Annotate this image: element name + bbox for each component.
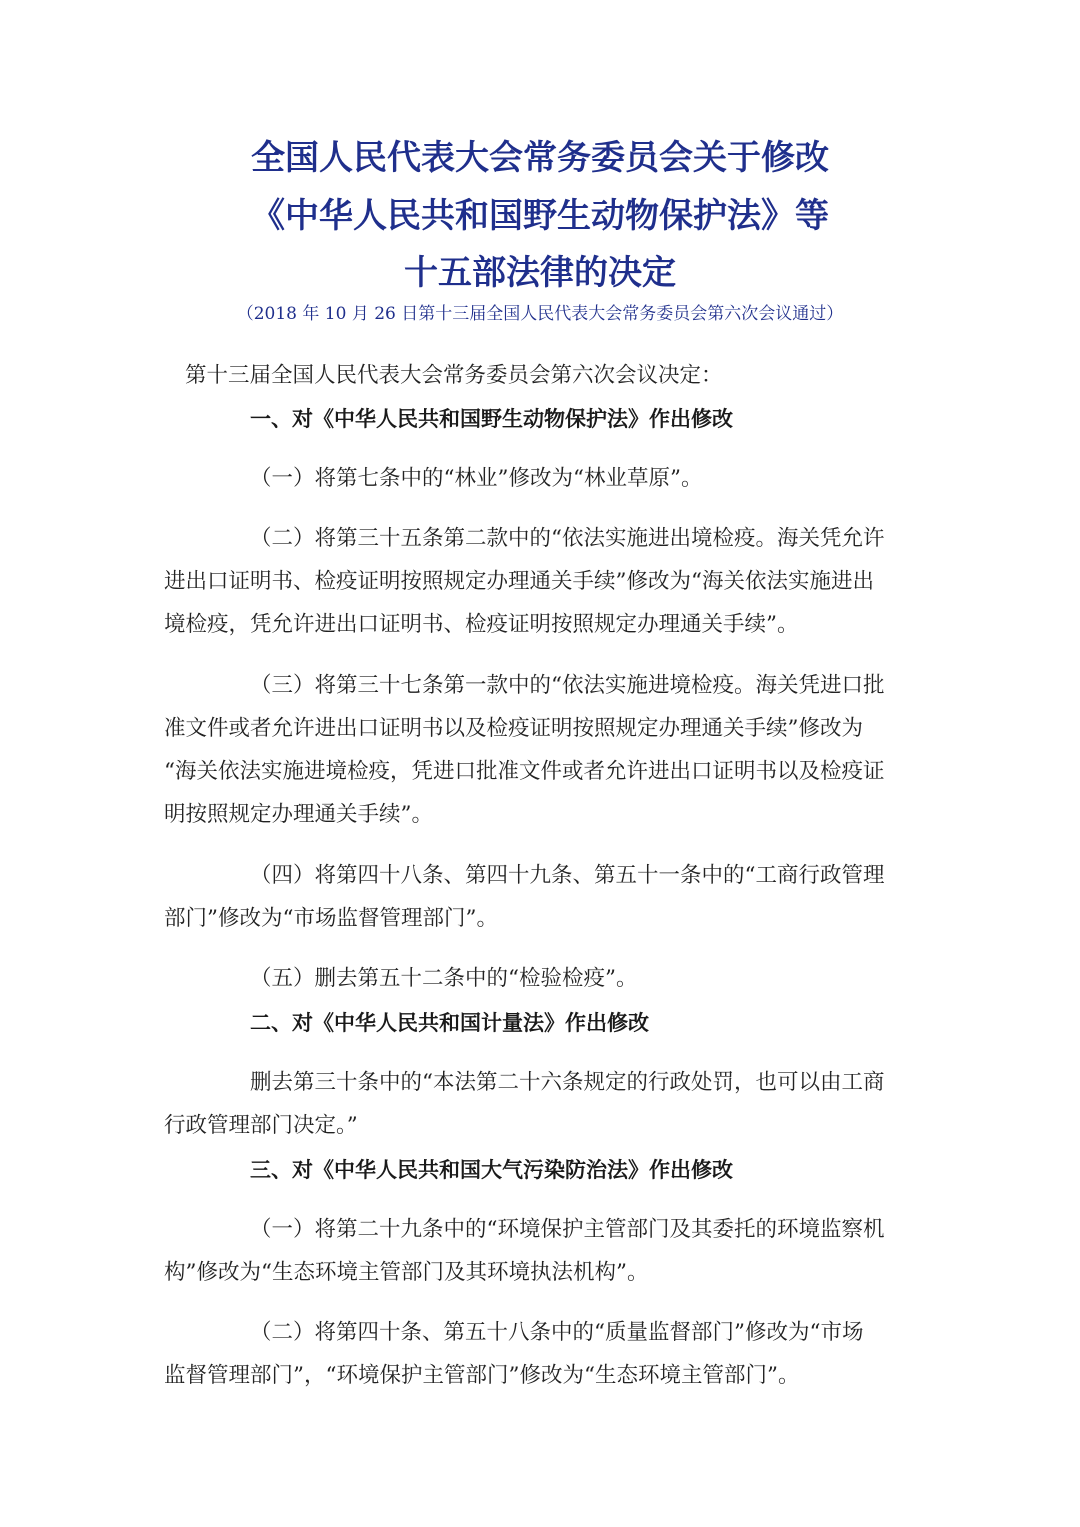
section-1-item-4-line-2: 部门”修改为“市场监督管理部门”。 [164, 906, 498, 931]
section-1-item-1-line-1: （一）将第七条中的“林业”修改为“林业草原”。 [250, 466, 703, 491]
section-2-item-1-line-2: 行政管理部门决定。” [164, 1113, 358, 1138]
section-1-item-5-line-1: （五）删去第五十二条中的“检验检疫”。 [250, 966, 638, 991]
section-1-item-3-line-3: “海关依法实施进境检疫，凭进口批准文件或者允许进出口证明书以及检疫证 [164, 759, 885, 784]
section-1-heading: 一、对《中华人民共和国野生动物保护法》作出修改 [250, 407, 733, 431]
title-line-2: 《中华人民共和国野生动物保护法》等 [251, 196, 829, 236]
section-2-heading: 二、对《中华人民共和国计量法》作出修改 [250, 1011, 649, 1035]
section-3-item-2-line-2: 监督管理部门”，“环境保护主管部门”修改为“生态环境主管部门”。 [164, 1363, 800, 1388]
section-3-item-1-line-1: （一）将第二十九条中的“环境保护主管部门及其委托的环境监察机 [250, 1217, 885, 1242]
adoption-note: （2018 年 10 月 26 日第十三届全国人民代表大会常务委员会第六次会议通过） [236, 304, 844, 324]
section-1-item-2-line-3: 境检疫，凭允许进出口证明书、检疫证明按照规定办理通关手续”。 [164, 612, 799, 637]
intro-text: 第十三届全国人民代表大会常务委员会第六次会议决定： [185, 363, 723, 388]
section-1-item-4-line-1: （四）将第四十八条、第四十九条、第五十一条中的“工商行政管理 [250, 863, 885, 888]
section-1-item-3-line-4: 明按照规定办理通关手续”。 [164, 802, 433, 827]
section-3-item-2-line-1: （二）将第四十条、第五十八条中的“质量监督部门”修改为“市场 [250, 1320, 864, 1345]
section-1-item-3-line-2: 准文件或者允许进出口证明书以及检疫证明按照规定办理通关手续”修改为 [164, 716, 863, 741]
title-line-3: 十五部法律的决定 [404, 253, 676, 293]
section-1-item-3-line-1: （三）将第三十七条第一款中的“依法实施进境检疫。海关凭进口批 [250, 673, 885, 698]
title-line-1: 全国人民代表大会常务委员会关于修改 [251, 138, 829, 178]
section-3-item-1-line-2: 构”修改为“生态环境主管部门及其环境执法机构”。 [164, 1260, 649, 1285]
section-1-item-2-line-2: 进出口证明书、检疫证明按照规定办理通关手续”修改为“海关依法实施进出 [164, 569, 874, 594]
section-1-item-2-line-1: （二）将第三十五条第二款中的“依法实施进出境检疫。海关凭允许 [250, 526, 885, 551]
section-3-heading: 三、对《中华人民共和国大气污染防治法》作出修改 [250, 1158, 733, 1182]
section-2-item-1-line-1: 删去第三十条中的“本法第二十六条规定的行政处罚，也可以由工商 [250, 1070, 885, 1095]
